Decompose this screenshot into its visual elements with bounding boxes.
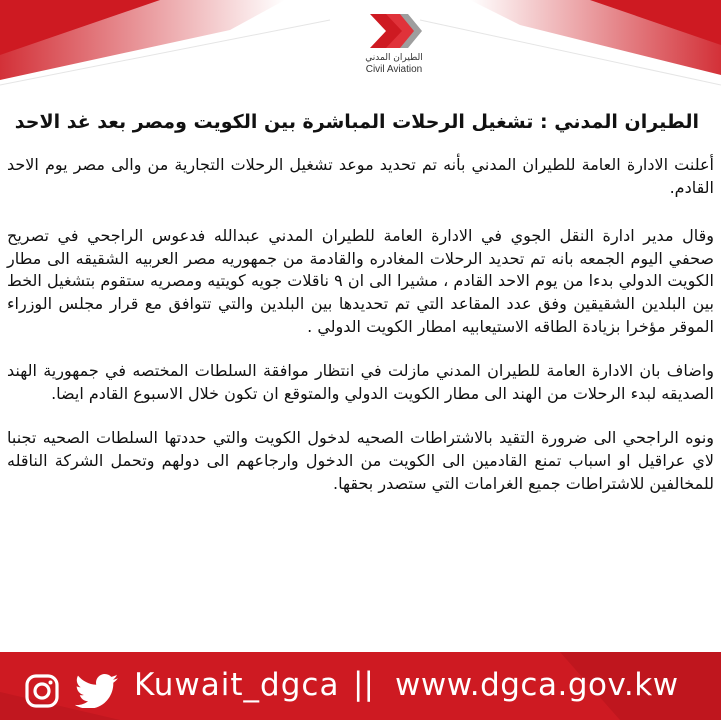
article-headline: الطيران المدني : تشغيل الرحلات المباشرة بين الكويت ومصر بعد غد الاحد: [14, 111, 699, 133]
article-paragraph: أعلنت الادارة العامة للطيران المدني بأنه تم تحديد موعد تشغيل الرحلات التجارية من والى مصر يوم الاحد القادم.: [7, 155, 714, 197]
social-handle[interactable]: Kuwait_dgca: [134, 667, 340, 703]
article-paragraph: وقال مدير ادارة النقل الجوي في الادارة العامة للطيران المدني عبدالله فدعوس الراجحي في تصريح صحفي اليوم الجمعه بانه تم تحديد الرحلات المغادره والقادمة من جمهوريه مصر العربيه الشقيقه الى مطار الكويت الدولي بدءا من يوم الاحد القادم ، مشيرا الى ان ٩ ناقلات جويه كويتيه ومصريه ستقوم بتشغيل الخط بين البلدين الشقيقين وفق عدد المقاعد التي تم تحديدها بين البلدين والتي تتوافق مع قرار مجلس الوزراء الموقر مؤخرا بزيادة الطاقه الاستيعابيه امطار الكويت الدولي .: [7, 226, 715, 336]
civil-aviation-logo: [358, 10, 430, 76]
article-body: [7, 154, 714, 517]
footer-separator: ||: [353, 666, 374, 702]
article-paragraph: واضاف بان الادارة العامة للطيران المدني مازلت في انتظار موافقة السلطات المختصه في جمهورية الهند الصديقه لبدء الرحلات من الهند الى مطار الكويت الدولي والمتوقع ان تكون خلال الاسبوع القادم ايضا.: [7, 361, 714, 403]
logo-arabic-text: الطيران المدني: [365, 53, 423, 63]
civil-aviation-emblem-icon: [366, 10, 422, 52]
article-paragraph: ونوه الراجحي الى ضرورة التقيد بالاشتراطات الصحيه لدخول الكويت والتي حددتها السلطات الصحيه تجنبا لاي عراقيل او اسباب تمنع القادمين الى الكويت من الدخول وارجاعهم الى دولهم وتحمل الشركة الناقله للمخالفين للاشتراطات جميع الغرامات التي ستصدر بحقها.: [7, 428, 714, 493]
page-header: [0, 0, 721, 95]
website-link[interactable]: www.dgca.gov.kw: [395, 667, 679, 703]
instagram-icon[interactable]: [25, 674, 59, 708]
page-footer: [0, 652, 721, 720]
twitter-icon[interactable]: [75, 674, 119, 708]
logo-english-text: Civil Aviation: [365, 64, 423, 75]
